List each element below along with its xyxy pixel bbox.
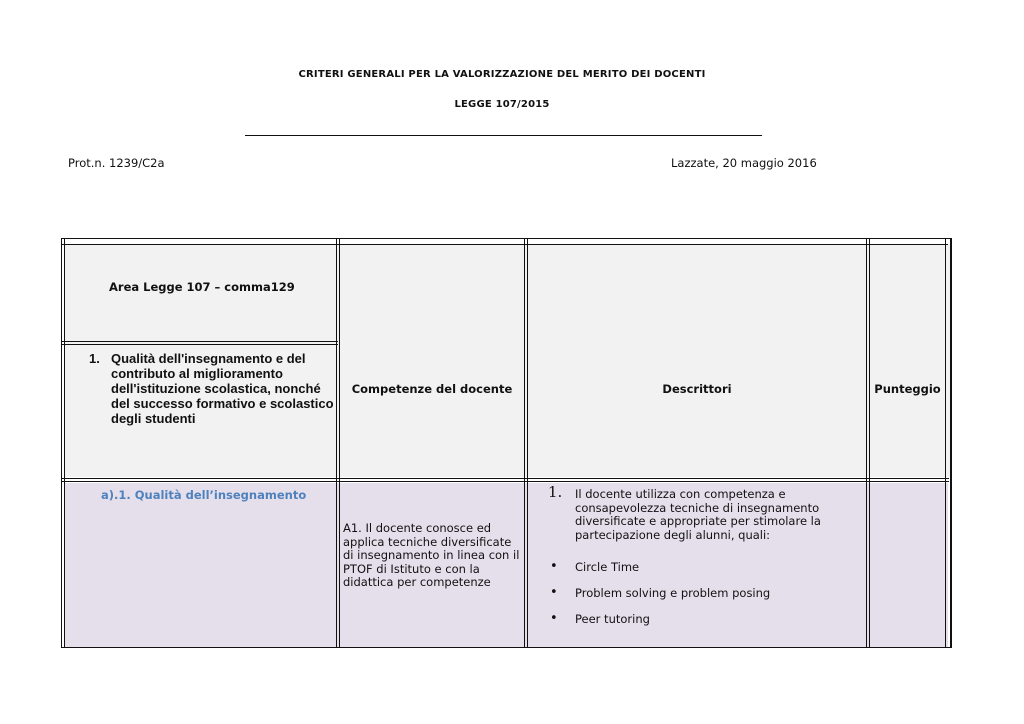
- column-divider-3: [866, 238, 870, 648]
- protocol-number: Prot.n. 1239/C2a: [68, 156, 165, 170]
- table-top-inner-border: [61, 244, 948, 245]
- section-title: Qualità dell'insegnamento e del contributo al miglioramento dell'istituzione scolastica, nonché del successo formativo e scolastico degli studenti: [111, 351, 334, 426]
- bullet-dot-icon: •: [550, 611, 558, 626]
- area-title: Area Legge 107 – comma129: [109, 280, 295, 294]
- title-separator-line: [245, 135, 762, 136]
- document-subtitle: LEGGE 107/2015: [454, 99, 550, 110]
- bullet-text: Circle Time: [575, 560, 640, 574]
- table-left-border: [61, 238, 65, 648]
- column-header-competenze: Competenze del docente: [351, 382, 513, 396]
- bullet-text: Peer tutoring: [575, 612, 650, 626]
- header-row-divider: [61, 478, 949, 482]
- document-title: CRITERI GENERALI PER LA VALORIZZAZIONE DEL MERITO DEI DOCENTI: [298, 69, 706, 80]
- row1-subtitle: a).1. Qualità dell’insegnamento: [101, 488, 307, 502]
- table-right-inner-border: [945, 238, 946, 648]
- table-bottom-border: [61, 647, 950, 648]
- column-header-descrittori: Descrittori: [662, 382, 732, 396]
- table-top-border: [61, 238, 952, 239]
- column-divider-2: [524, 238, 528, 648]
- bullet-dot-icon: •: [550, 559, 558, 574]
- descrittore-number: 1.: [548, 483, 563, 501]
- section-number: 1.: [89, 351, 100, 366]
- competenza-a1: A1. Il docente conosce ed applica tecniche diversificate di insegnamento in linea con il PTOF di Istituto e con la didattica per competenze: [343, 521, 520, 589]
- bullet-dot-icon: •: [550, 585, 558, 600]
- place-date: Lazzate, 20 maggio 2016: [671, 156, 817, 170]
- table-right-border: [950, 238, 952, 648]
- area-section-divider: [61, 341, 338, 345]
- descrittore-text: Il docente utilizza con competenza e consapevolezza tecniche di insegnamento diversificate e appropriate per stimolare la partecipazione degli alunni, quali:: [575, 487, 821, 542]
- column-divider-1: [336, 238, 340, 648]
- column-header-punteggio: Punteggio: [874, 382, 941, 396]
- bullet-text: Problem solving e problem posing: [575, 586, 771, 600]
- criteria-table: [61, 238, 952, 648]
